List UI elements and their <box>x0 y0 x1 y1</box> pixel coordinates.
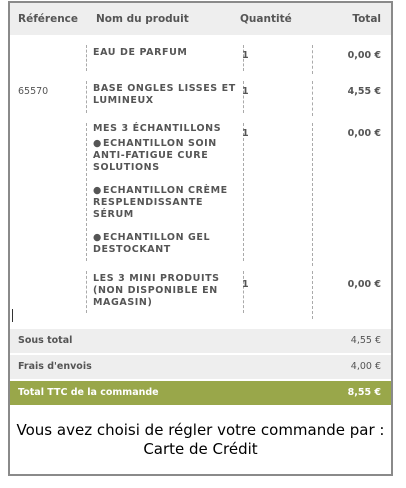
item-total: 0,00 € <box>347 128 381 139</box>
sub-item <box>93 138 243 174</box>
sub-item <box>93 185 243 221</box>
item-total: 0,00 € <box>347 279 381 290</box>
table-header <box>10 3 391 35</box>
item-quantity <box>238 81 313 116</box>
item-total: 0,00 € <box>347 50 381 61</box>
item-quantity <box>238 123 313 266</box>
sub-item-text: ECHANTILLON CRÈME RESPLENDISSANTE SÉRUM <box>93 185 228 220</box>
subtotal-value: 4,55 € <box>350 335 381 346</box>
header-total: Total <box>352 13 381 25</box>
table-row <box>10 271 391 311</box>
item-name-text: MES 3 ÉCHANTILLONS <box>93 123 222 134</box>
grand-total-value: 8,55 € <box>347 387 381 398</box>
item-quantity <box>238 45 313 74</box>
item-quantity <box>238 271 313 319</box>
item-name <box>86 45 244 71</box>
sub-item-text: ECHANTILLON SOIN ANTI-FATIGUE CURE SOLUTIONS <box>93 138 217 173</box>
item-name <box>86 81 244 113</box>
grand-total-row <box>10 381 391 405</box>
item-name-text: BASE ONGLES LISSES ET LUMINEUX <box>93 83 236 106</box>
order-summary-panel <box>8 1 393 476</box>
bullet-icon: ● <box>93 232 102 243</box>
header-reference: Référence <box>18 13 79 25</box>
sub-item <box>93 232 243 256</box>
item-quantity-text: 1 <box>242 86 249 97</box>
bullet-icon: ● <box>93 185 102 196</box>
item-name <box>86 271 244 313</box>
item-name-text: EAU DE PARFUM <box>93 47 188 58</box>
sub-item-text: ECHANTILLON GEL DESTOCKANT <box>93 232 211 255</box>
table-row <box>10 45 391 69</box>
item-total: 4,55 € <box>347 86 381 97</box>
payment-method-message: Vous avez choisi de régler votre commande par : Carte de Crédit <box>16 421 385 458</box>
item-quantity-text: 1 <box>242 50 249 61</box>
subtotal-row <box>10 329 391 353</box>
grand-total-label: Total TTC de la commande <box>18 387 159 398</box>
shipping-value: 4,00 € <box>350 361 381 372</box>
bullet-icon: ● <box>93 138 102 149</box>
shipping-row <box>10 355 391 379</box>
text-cursor <box>12 309 13 322</box>
table-row <box>10 81 391 111</box>
subtotal-label: Sous total <box>18 335 73 346</box>
table-row <box>10 123 391 261</box>
item-quantity-text: 1 <box>242 279 249 290</box>
item-quantity-text: 1 <box>242 128 249 139</box>
item-name-text: LES 3 MINI PRODUITS (NON DISPONIBLE EN MAGASIN) <box>93 273 220 308</box>
item-reference: 65570 <box>18 86 49 97</box>
item-name <box>86 123 244 261</box>
header-product: Nom du produit <box>96 13 189 25</box>
shipping-label: Frais d'envois <box>18 361 92 372</box>
header-quantity: Quantité <box>240 13 292 25</box>
